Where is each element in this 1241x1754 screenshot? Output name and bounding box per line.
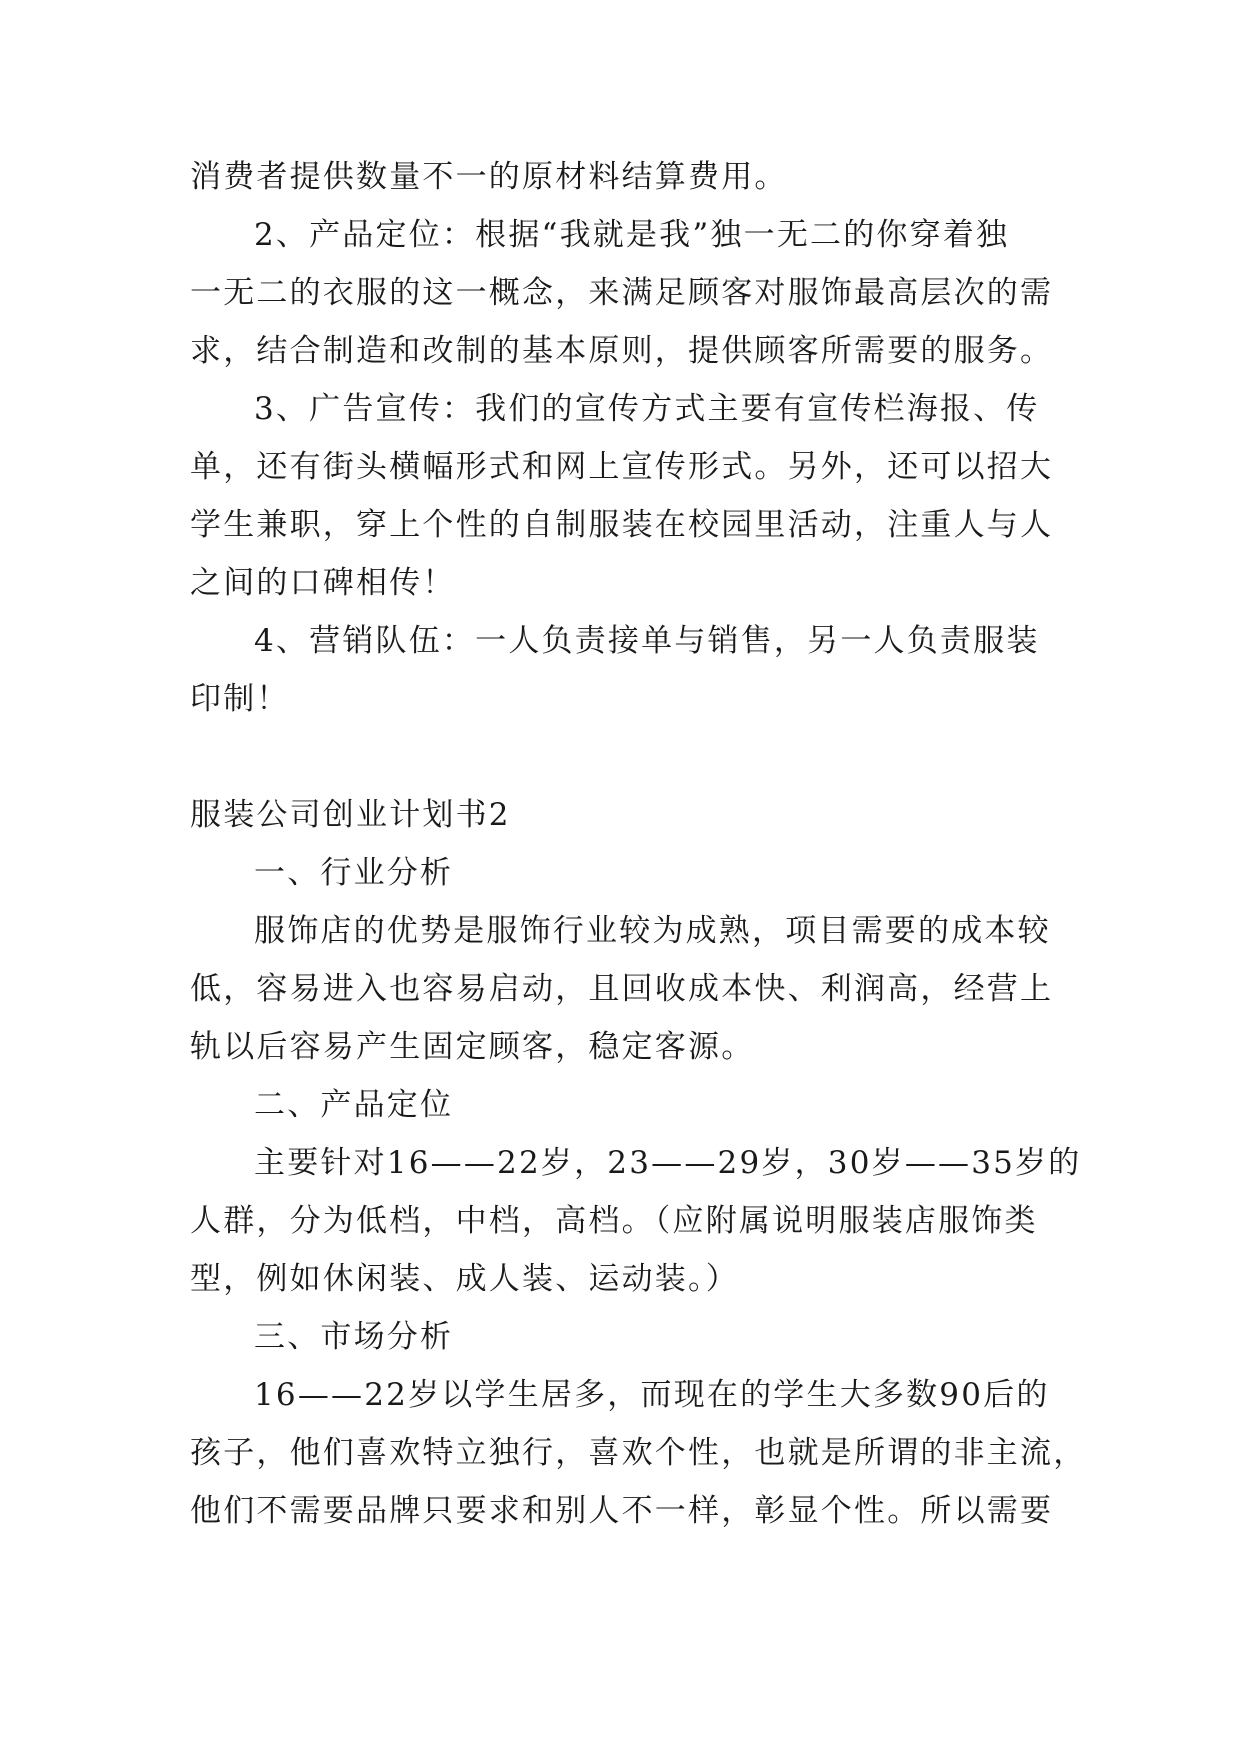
text-line: 印制！	[190, 681, 290, 717]
text-line: 人群，分为低档，中档，高档。（应附属说明服装店服饰类	[190, 1203, 1038, 1239]
text-line: 求，结合制造和改制的基本原则，提供顾客所需要的服务。	[190, 333, 1054, 369]
text-line: 型，例如休闲装、成人装、运动装。）	[190, 1261, 739, 1297]
text-line: 服饰店的优势是服饰行业较为成熟，项目需要的成本较	[254, 913, 1051, 949]
text-line: 4、营销队伍：一人负责接单与销售，另一人负责服装	[254, 623, 1040, 659]
text-line: 3、广告宣传：我们的宣传方式主要有宣传栏海报、传	[254, 391, 1040, 427]
text-line: 消费者提供数量不一的原材料结算费用。	[190, 159, 788, 195]
section-heading: 二、产品定位	[254, 1087, 454, 1123]
text-line: 单，还有街头横幅形式和网上宣传形式。另外，还可以招大	[190, 449, 1054, 485]
text-line: 轨以后容易产生固定顾客，稳定客源。	[190, 1029, 755, 1065]
section-heading: 三、市场分析	[254, 1319, 454, 1355]
text-line: 之间的口碑相传！	[190, 565, 456, 601]
text-line: 学生兼职，穿上个性的自制服装在校园里活动，注重人与人	[190, 507, 1054, 543]
text-line: 主要针对16——22岁，23——29岁，30岁——35岁的	[254, 1145, 1082, 1181]
text-line: 他们不需要品牌只要求和别人不一样，彰显个性。所以需要	[190, 1493, 1054, 1529]
text-line: 低，容易进入也容易启动，且回收成本快、利润高，经营上	[190, 971, 1054, 1007]
text-line: 一无二的衣服的这一概念，来满足顾客对服饰最高层次的需	[190, 275, 1054, 311]
section-heading: 一、行业分析	[254, 855, 454, 891]
text-line: 2、产品定位：根据“我就是我”独一无二的你穿着独	[254, 217, 1010, 253]
text-line: 16——22岁以学生居多，而现在的学生大多数90后的	[254, 1377, 1050, 1413]
section-title: 服装公司创业计划书2	[190, 797, 511, 833]
text-line: 孩子，他们喜欢特立独行，喜欢个性，也就是所谓的非主流，	[190, 1435, 1087, 1471]
